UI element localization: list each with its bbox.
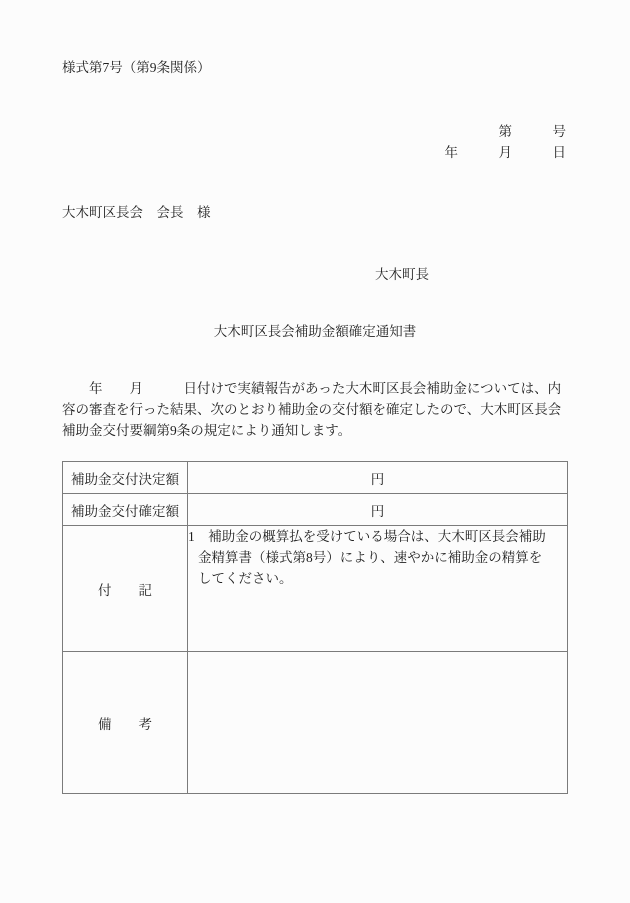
addressee-line: 大木町区長会 会長 様 [62, 205, 211, 220]
table-row-confirmed-amount [63, 494, 568, 526]
table-row-note [63, 526, 568, 652]
form-number: 様式第7号（第9条関係） [62, 60, 211, 75]
note-line: 1 補助金の概算払を受けている場合は、大木町区長会補助 [188, 529, 546, 544]
body-paragraph-line: 年 月 日付けで実績報告があった大木町区長会補助金については、内 [62, 381, 562, 396]
note-line: 金精算書（様式第8号）により、速やかに補助金の精算を [198, 550, 543, 565]
doc-number-line: 第 号 [498, 124, 566, 139]
confirmed-amount-value: 円 [188, 494, 568, 526]
note-content [188, 526, 568, 652]
notice-table [62, 461, 568, 794]
decided-amount-value: 円 [188, 462, 568, 494]
sender-line: 大木町長 [375, 267, 429, 282]
table-row-decided-amount [63, 462, 568, 494]
body-paragraph-line: 容の審査を行った結果、次のとおり補助金の交付額を確定したので、大木町区長会 [62, 402, 562, 417]
confirmed-amount-label: 補助金交付確定額 [63, 494, 188, 526]
body-paragraph [62, 378, 568, 441]
table-row-remarks [63, 652, 568, 794]
remarks-content [188, 652, 568, 794]
remarks-label: 備 考 [63, 652, 188, 794]
decided-amount-label: 補助金交付決定額 [63, 462, 188, 494]
doc-date-line: 年 月 日 [444, 145, 566, 160]
number-date-block [62, 121, 568, 163]
document-title: 大木町区長会補助金額確定通知書 [213, 324, 417, 339]
note-label: 付 記 [63, 526, 188, 652]
note-line: してください。 [198, 571, 293, 586]
body-paragraph-line: 補助金交付要綱第9条の規定により通知します。 [62, 423, 352, 438]
